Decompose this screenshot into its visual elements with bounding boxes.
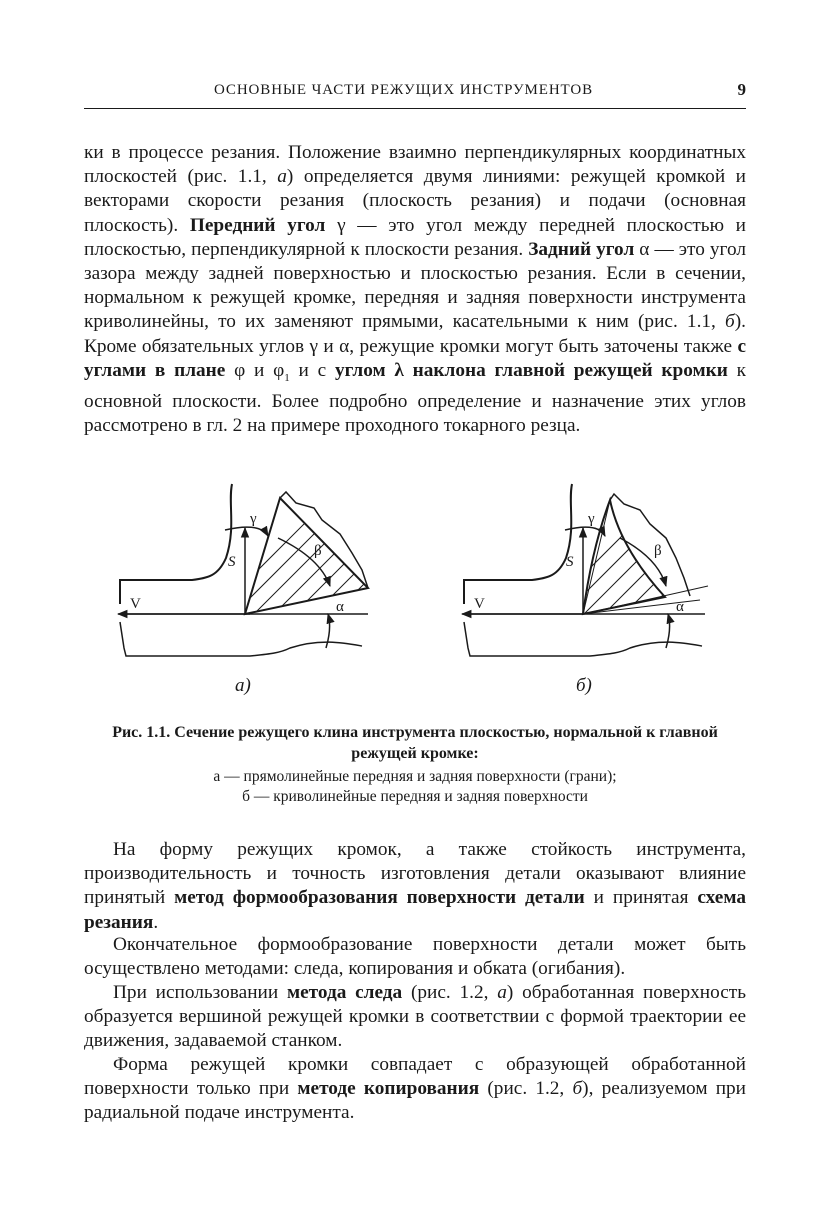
term-forming-method: метод формообразования поверхности детали: [174, 887, 585, 909]
term-cutting-scheme: схема резания: [84, 887, 746, 933]
label-beta-b: β: [654, 543, 662, 559]
subfigure-label-a: а): [235, 675, 251, 696]
label-gamma-a: γ: [250, 511, 257, 527]
header-title: ОСНОВНЫЕ ЧАСТИ РЕЖУЩИХ ИНСТРУМЕНТОВ: [214, 82, 594, 98]
paragraph-intro: ки в процессе резания. Положение взаимно перпендикулярных координатных плоскостей (рис. 1.1, а) определяется двумя линиями: режущей кромкой и векторами скорости резания (плоскость резания) и подачи (основная плоскость). Передний угол γ — это угол между передней плоскостью и плоскостью, перпендикулярной к плоскости резания. Задний угол α — это угол зазора между задней поверхностью и плоскостью резания. Если в сечении, нормальном к режущей кромке, передняя и задняя поверхности инструмента криволинейны, то их заменяют прямыми, касательными к ним (рис. 1.1, б). Кроме обязательных углов γ и α, режущие кромки могут быть заточены также с углами в плане φ и $\varphi_1$ и с углом λ наклона главной режущей кромки к основной плоскости. Более подробно определение и назначение этих углов рассмотрено в гл. 2 на примере проходного токарного резца.: [84, 142, 747, 437]
label-v-b: V: [474, 596, 485, 612]
term-copy-method: методе копирования: [297, 1078, 480, 1100]
figure-caption-b: б — криволинейные передняя и задняя поверхности: [242, 788, 588, 805]
paragraph-copy-method: Форма режущей кромки совпадает с образующей обработанной поверхности только при методе копирования (рис. 1.2, б), реализуемом при радиальной подаче инструмента.: [84, 1054, 746, 1124]
diagram-b: [462, 484, 730, 663]
term-lambda-angle: углом λ наклона главной режущей кромки: [334, 359, 728, 381]
label-s-a: S: [228, 554, 236, 570]
paragraph-final-forming: Окончательное формообразование поверхности детали может быть осуществлено методами: следа, копирования и обката (огибания).: [84, 934, 746, 980]
label-alpha-a: α: [336, 599, 344, 615]
page-number: 9: [737, 80, 746, 99]
term-trace-method: метода следа: [286, 982, 403, 1003]
paragraph-trace-method: При использовании метода следа (рис. 1.2, а) обработанная поверхность образуется вершиной режущей кромки в соответствии с формой траектории ее движения, задаваемой станком.: [84, 982, 746, 1052]
label-gamma-b: γ: [588, 511, 595, 527]
figure-caption-a: а — прямолинейные передняя и задняя поверхности (грани);: [213, 768, 617, 785]
figure-drawing: [100, 478, 730, 713]
figure-1-1: [100, 478, 730, 713]
figure-caption-title: Рис. 1.1. Сечение режущего клина инструмента плоскостью, нормальной к главной режущей кромке:: [112, 724, 718, 762]
header-rule: [84, 108, 746, 109]
term-plan-angles: с углами в плане: [84, 335, 746, 381]
label-v-a: V: [130, 596, 141, 612]
running-header: [84, 80, 746, 106]
subfigure-label-b: б): [576, 675, 592, 696]
paragraph-cutting-edges: На форму режущих кромок, а также стойкость инструмента, производительность и точность изготовления детали оказывают влияние принятый метод формообразования поверхности детали и принятая схема резания.: [84, 839, 746, 933]
term-back-angle: Задний угол: [528, 238, 635, 260]
term-front-angle: Передний угол: [189, 214, 326, 236]
diagram-a: [118, 484, 455, 673]
label-beta-a: β: [314, 543, 322, 559]
label-alpha-b: α: [676, 599, 684, 615]
label-s-b: S: [566, 554, 574, 570]
